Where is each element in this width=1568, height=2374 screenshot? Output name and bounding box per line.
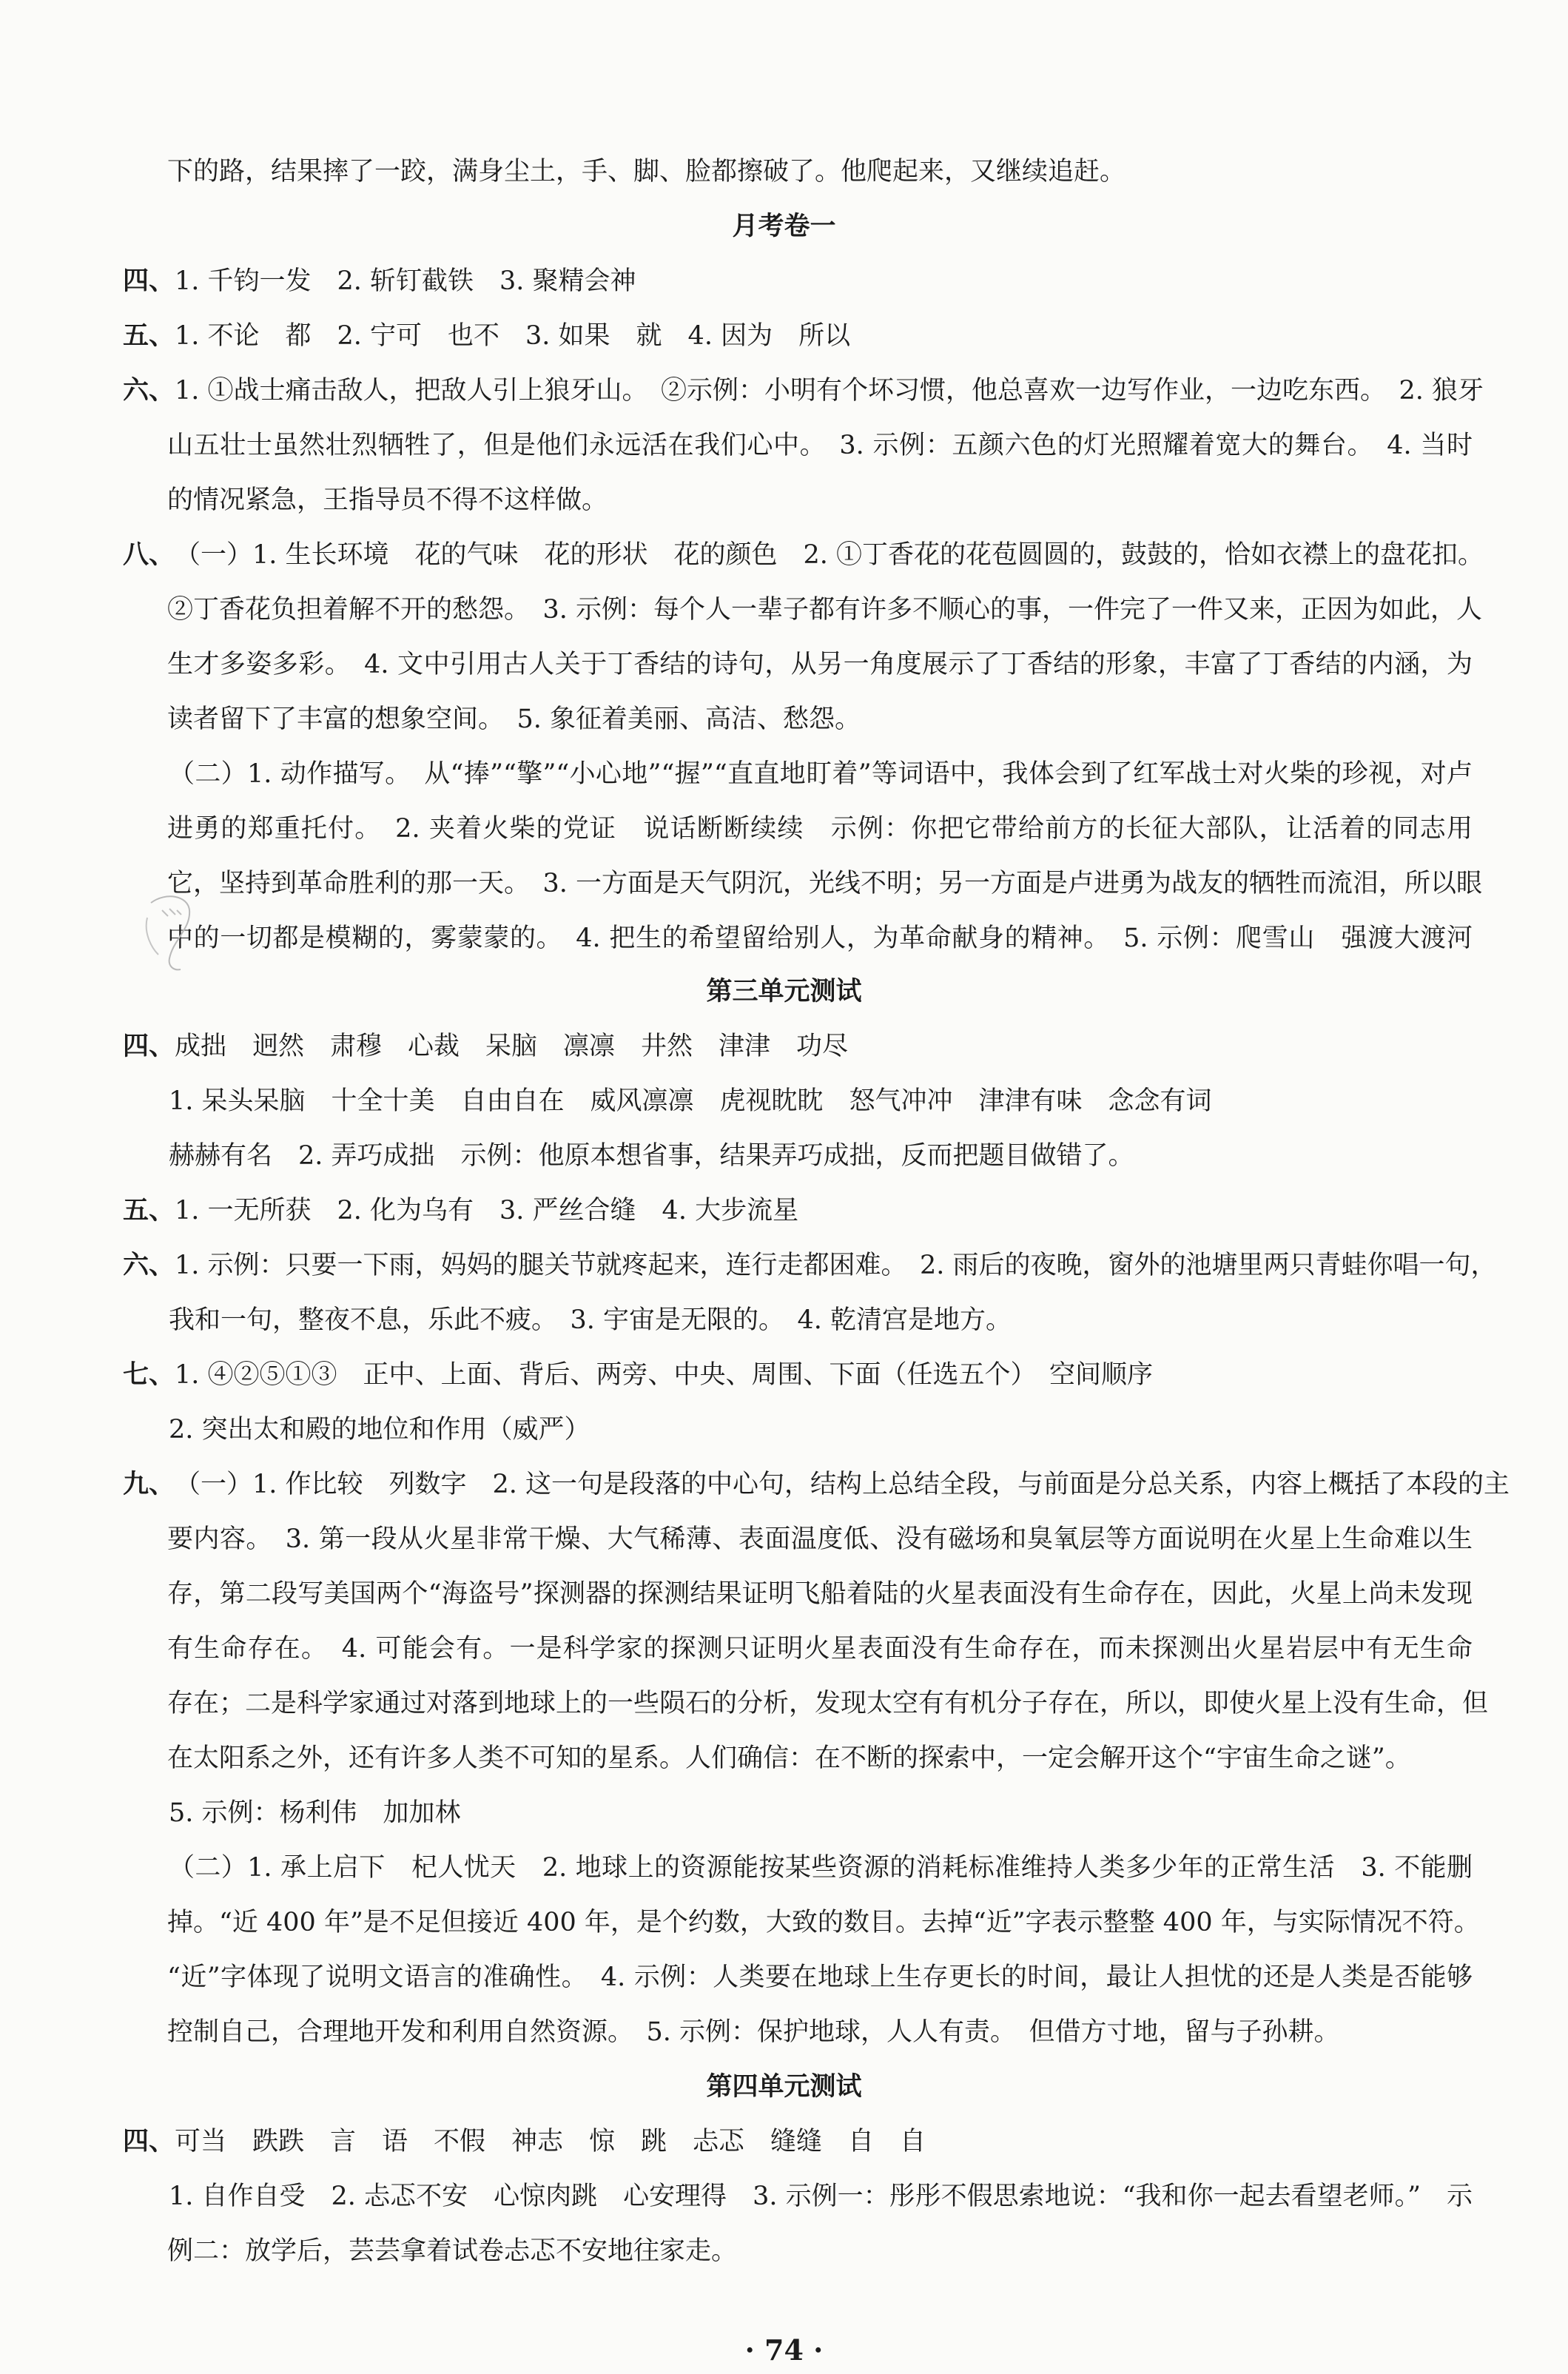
answer-text: 1. ①战士痛击敌人，把敌人引上狼牙山。 ②示例：小明有个坏习惯，他总喜欢一边写作业，一边吃东西。 2. 狼牙 — [175, 376, 1484, 406]
answer-text: 5. 示例：杨利伟 加加林 — [169, 1798, 461, 1828]
answer-line — [0, 2114, 1568, 2170]
answer-text: 1. 不论 都 2. 宁可 也不 3. 如果 就 4. 因为 所以 — [175, 321, 851, 351]
answer-line — [0, 472, 1568, 528]
answer-text: 1. 千钧一发 2. 斩钉截铁 3. 聚精会神 — [175, 266, 636, 296]
answer-line — [0, 1402, 1568, 1458]
answer-text: 2. 突出太和殿的地位和作用（威严） — [169, 1415, 590, 1445]
section-heading: 第三单元测试 — [706, 977, 862, 1006]
answer-text: 它，坚持到革命胜利的那一天。 3. 一方面是天气阴沉，光线不明；另一方面是卢进勇为战友的牺牲而流泪，所以眼 — [167, 869, 1483, 898]
answer-text: 读者留下了丰富的想象空间。 5. 象征着美丽、高洁、愁怨。 — [167, 705, 861, 734]
answer-line — [0, 801, 1568, 857]
answer-line — [0, 1073, 1568, 1129]
answer-text: 1. 一无所获 2. 化为乌有 3. 严丝合缝 4. 大步流星 — [175, 1196, 799, 1225]
answer-line — [0, 2168, 1568, 2225]
answer-line — [0, 1949, 1568, 2005]
answer-text: 赫赫有名 2. 弄巧成拙 示例：他原本想省事，结果弄巧成拙，反而把题目做错了。 — [169, 1141, 1134, 1171]
answer-line — [0, 144, 1568, 200]
answer-text: 生才多姿多彩。 4. 文中引用古人关于丁香结的诗句，从另一角度展示了丁香结的形象，丰富了丁香结的内涵，为 — [167, 650, 1473, 679]
question-number-label: 六、 — [123, 375, 175, 406]
answer-text: 1. 呆头呆脑 十全十美 自由自在 威风凛凛 虎视眈眈 怒气冲冲 津津有味 念念有词 — [169, 1086, 1212, 1116]
question-number-label: 四、 — [123, 266, 175, 296]
answer-line — [0, 1840, 1568, 1896]
answer-text: （二）1. 承上启下 杞人忧天 2. 地球上的资源能按某些资源的消耗标准维持人类多少年的正常生活 3. 不能删 — [169, 1853, 1473, 1883]
answer-line — [0, 1675, 1568, 1732]
answer-line — [0, 253, 1568, 309]
answer-text: 进勇的郑重托付。 2. 夹着火柴的党证 说话断断续续 示例：你把它带给前方的长征大部队，让活着的同志用 — [167, 814, 1473, 844]
page-number: · 74 · — [744, 2333, 824, 2367]
answer-line — [0, 417, 1568, 474]
answer-text: 存在；二是科学家通过对落到地球上的一些陨石的分析，发现太空有有机分子存在，所以，即使火星上没有生命，但 — [167, 1689, 1489, 1718]
answer-text: 山五壮士虽然壮烈牺牲了，但是他们永远活在我们心中。 3. 示例：五颜六色的灯光照耀着宽大的舞台。 4. 当时 — [167, 431, 1473, 460]
answer-text: 掉。“近 400 年”是不足但接近 400 年，是个约数，大致的数目。去掉“近”字表示整整 400 年，与实际情况不符。 — [167, 1908, 1480, 1937]
answer-line — [0, 855, 1568, 912]
answer-line — [0, 2004, 1568, 2060]
question-number-label: 四、 — [123, 2126, 175, 2156]
answer-text: 例二：放学后，芸芸拿着试卷忐忑不安地往家走。 — [167, 2236, 738, 2266]
answer-line — [0, 1621, 1568, 1677]
answer-line — [0, 1456, 1568, 1513]
question-number-label: 四、 — [123, 1031, 175, 1061]
section-heading: 第四单元测试 — [706, 2072, 862, 2102]
question-number-label: 八、 — [123, 539, 175, 570]
answer-line — [0, 691, 1568, 747]
answer-line — [0, 1785, 1568, 1841]
answer-text: 的情况紧急，王指导员不得不这样做。 — [167, 485, 608, 515]
answer-line — [0, 1511, 1568, 1567]
answer-line — [0, 582, 1568, 638]
answer-line — [0, 636, 1568, 693]
answer-text: 存，第二段写美国两个“海盗号”探测器的探测结果证明飞船着陆的火星表面没有生命存在，因此，火星上尚未发现 — [167, 1579, 1473, 1609]
answer-line — [0, 1730, 1568, 1786]
answer-text: 控制自己，合理地开发和利用自然资源。 5. 示例：保护地球，人人有责。 但借方寸地，留与子孙耕。 — [167, 2017, 1340, 2047]
answer-text: 下的路，结果摔了一跤，满身尘土，手、脚、脸都擦破了。他爬起来，又继续追赶。 — [167, 157, 1126, 186]
answer-text: 在太阳系之外，还有许多人类不可知的星系。人们确信：在不断的探索中，一定会解开这个“宇宙生命之谜”。 — [167, 1743, 1411, 1773]
answer-line — [0, 1018, 1568, 1075]
answer-text: ②丁香花负担着解不开的愁怨。 3. 示例：每个人一辈子都有许多不顺心的事，一件完了一件又来，正因为如此，人 — [167, 595, 1483, 625]
answer-line — [0, 1292, 1568, 1348]
question-number-label: 七、 — [123, 1359, 175, 1390]
answer-text: 可当 跌跌 言 语 不假 神志 惊 跳 忐忑 缝缝 自 自 — [175, 2127, 926, 2156]
answer-line — [0, 363, 1568, 419]
answer-line — [0, 746, 1568, 802]
answer-text: 要内容。 3. 第一段从火星非常干燥、大气稀薄、表面温度低、没有磁场和臭氧层等方面说明在火星上生命难以生 — [167, 1524, 1473, 1554]
answer-line — [0, 1894, 1568, 1951]
question-number-label: 九、 — [123, 1469, 175, 1499]
answer-text: （二）1. 动作描写。 从“捧”“擎”“小心地”“握”“直直地盯着”等词语中，我体会到了红军战士对火柴的珍视，对卢 — [169, 759, 1473, 789]
answer-line — [0, 1237, 1568, 1294]
answer-text: 我和一句，整夜不息，乐此不疲。 3. 宇宙是无限的。 4. 乾清宫是地方。 — [169, 1305, 1012, 1335]
answer-text: 1. 示例：只要一下雨，妈妈的腿关节就疼起来，连行走都困难。 2. 雨后的夜晚，窗外的池塘里两只青蛙你唱一句， — [175, 1251, 1497, 1280]
answer-text: （一）1. 生长环境 花的气味 花的形状 花的颜色 2. ①丁香花的花苞圆圆的，鼓鼓的，恰如衣襟上的盘花扣。 — [175, 540, 1484, 570]
answer-text: 1. 自作自受 2. 忐忑不安 心惊肉跳 心安理得 3. 示例一：彤彤不假思索地说：“我和你一起去看望老师。” 示 — [169, 2182, 1473, 2211]
answer-text: 中的一切都是模糊的，雾蒙蒙的。 4. 把生的希望留给别人，为革命献身的精神。 5. 示例：爬雪山 强渡大渡河 — [167, 924, 1473, 953]
answer-line — [0, 1566, 1568, 1622]
answer-line — [0, 1183, 1568, 1239]
answer-line — [0, 2223, 1568, 2279]
question-number-label: 六、 — [123, 1250, 175, 1280]
answer-text: 有生命存在。 4. 可能会有。一是科学家的探测只证明火星表面没有生命存在，而未探测出火星岩层中有无生命 — [167, 1634, 1473, 1664]
section-heading: 月考卷一 — [732, 212, 836, 241]
answer-line — [0, 308, 1568, 364]
answer-line — [0, 910, 1568, 966]
answer-line — [0, 1128, 1568, 1184]
answer-text: 成拙 迥然 肃穆 心裁 呆脑 凛凛 井然 津津 功尽 — [175, 1032, 849, 1061]
answer-text: （一）1. 作比较 列数字 2. 这一句是段落的中心句，结构上总结全段，与前面是分总关系，内容上概括了本段的主 — [175, 1470, 1510, 1499]
answer-line — [0, 527, 1568, 583]
question-number-label: 五、 — [123, 320, 175, 351]
answer-text: 1. ④②⑤①③ 正中、上面、背后、两旁、中央、周围、下面（任选五个） 空间顺序 — [175, 1360, 1154, 1390]
answer-text: “近”字体现了说明文语言的准确性。 4. 示例：人类要在地球上生存更长的时间，最让人担忧的还是人类是否能够 — [167, 1963, 1473, 1992]
answer-line — [0, 1347, 1568, 1403]
question-number-label: 五、 — [123, 1195, 175, 1225]
pencil-scribble-mark — [136, 888, 200, 977]
